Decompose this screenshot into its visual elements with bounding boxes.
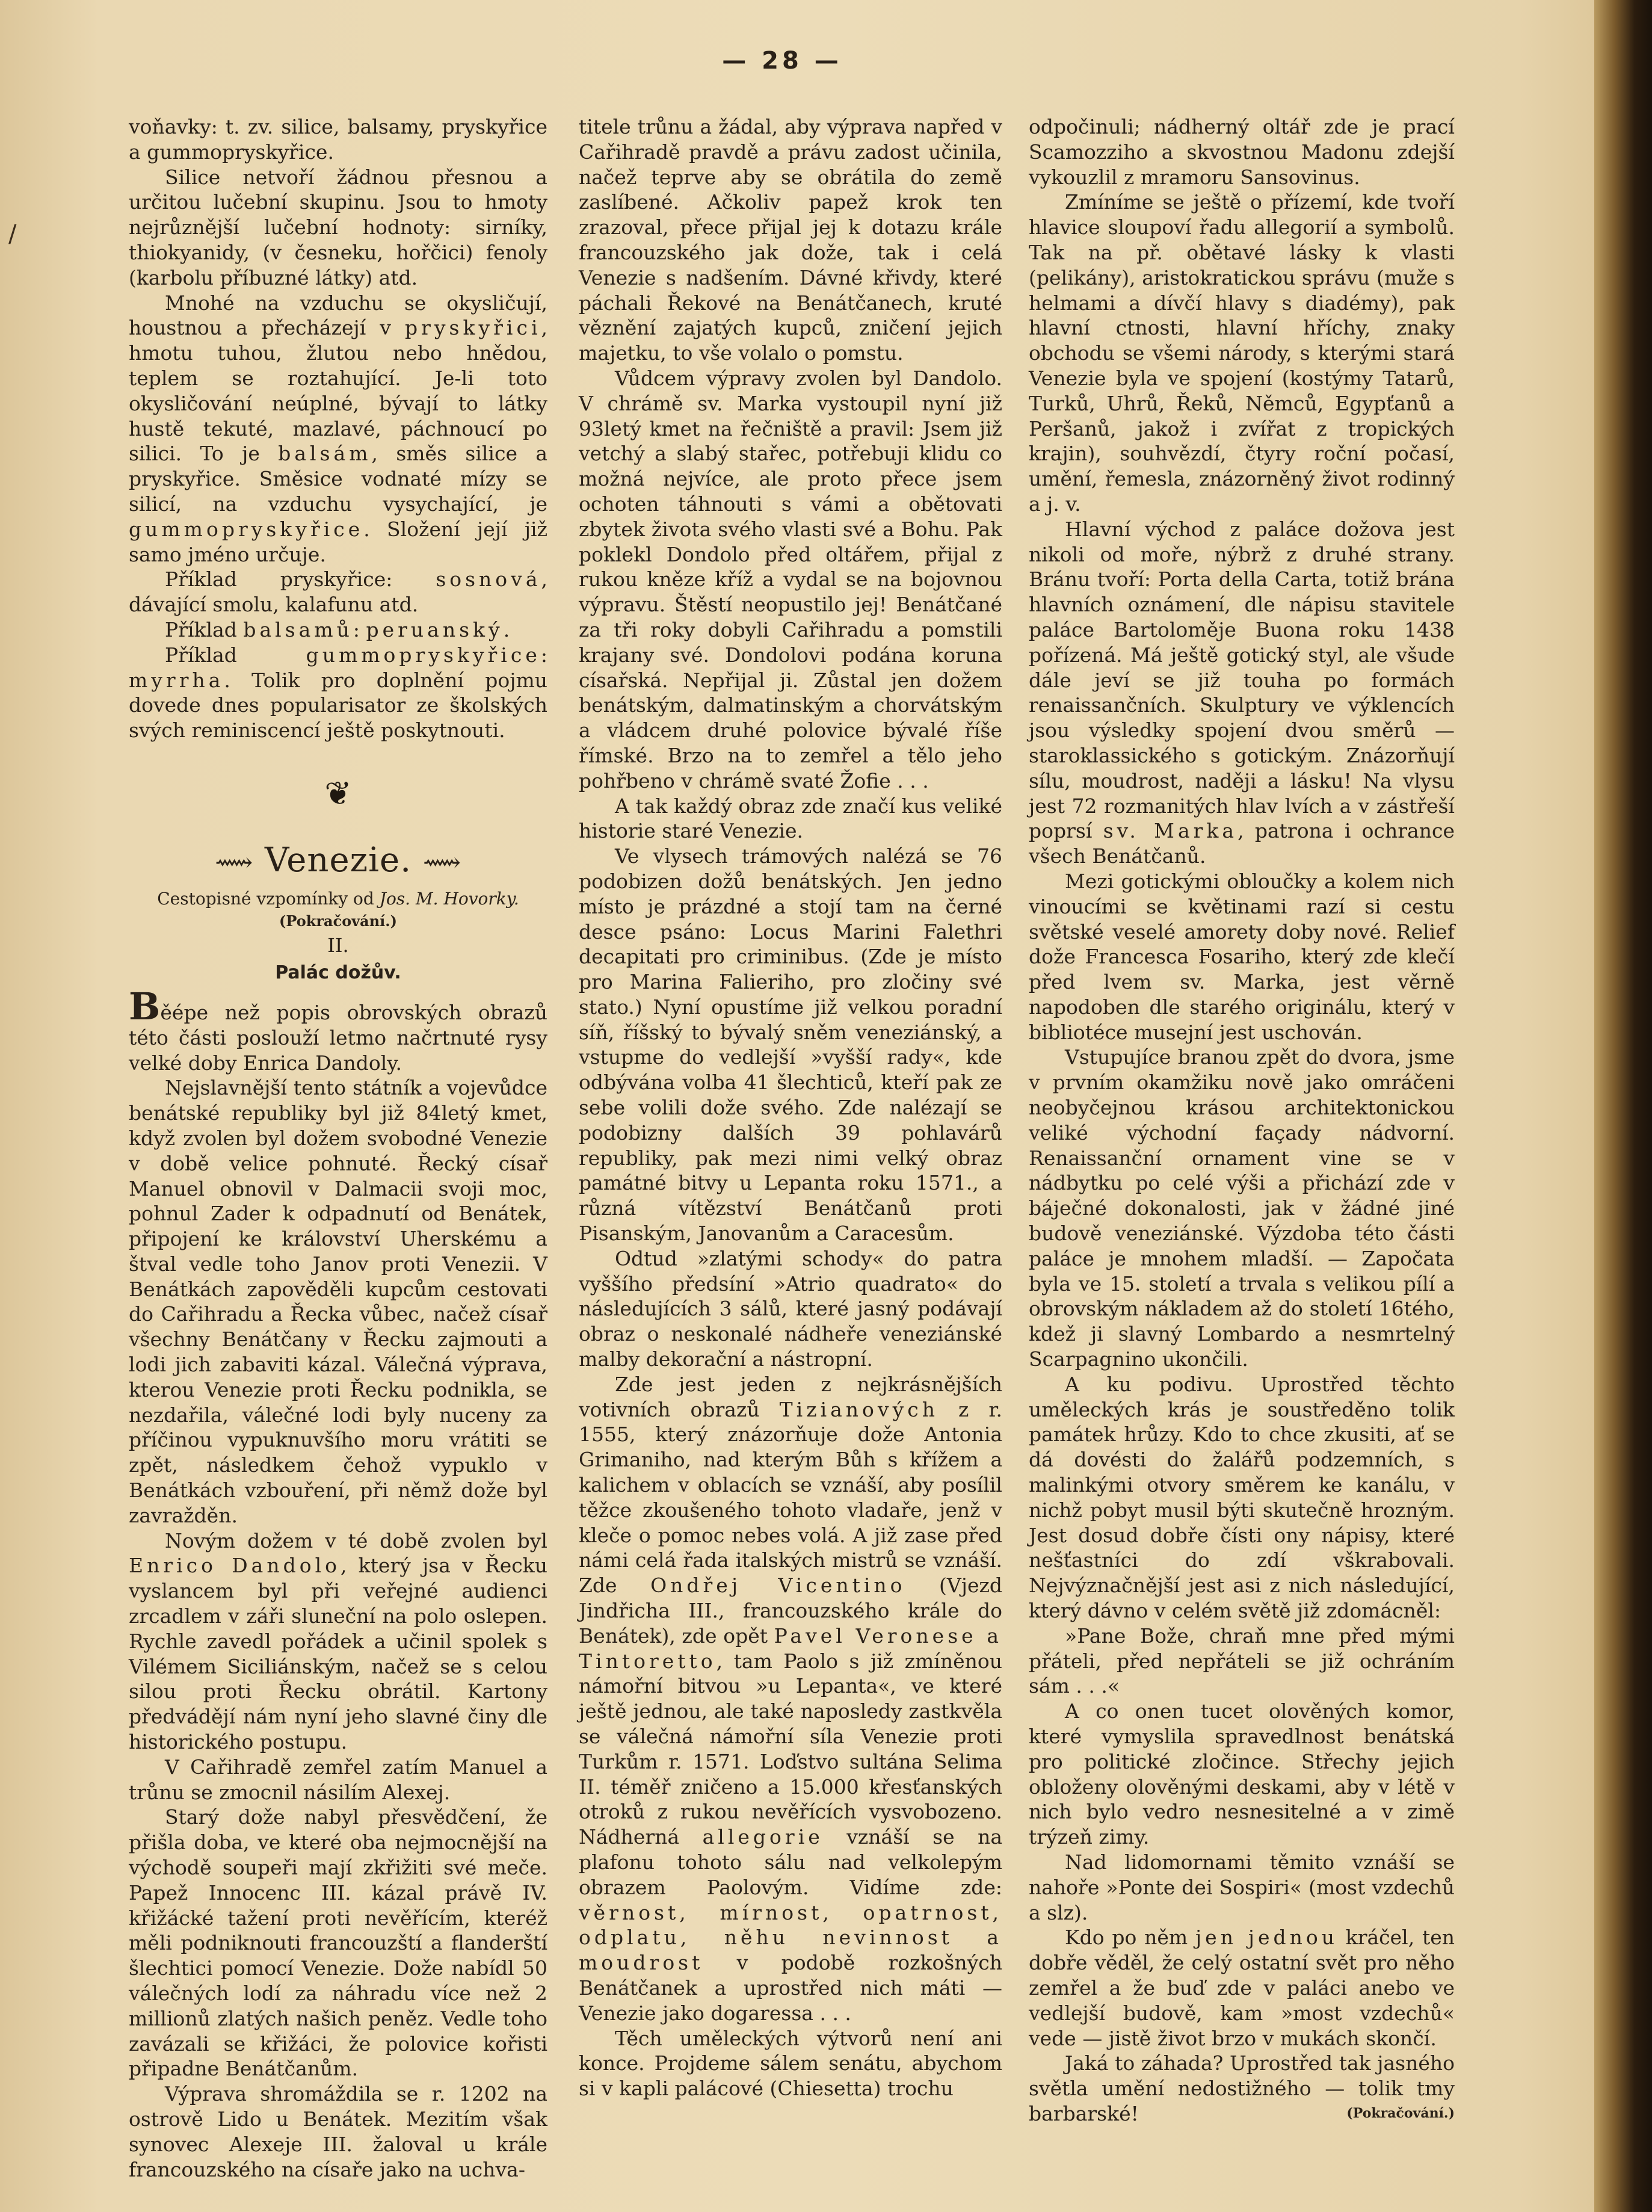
- section-number: II.: [327, 933, 349, 957]
- paragraph: »Pane Bože, chraň mne před mými přáteli, před nepřáteli se již ochráním sám . . .«: [1029, 1623, 1455, 1698]
- paragraph: odpočinuli; nádherný oltář zde je prací Scamozziho a skvostnou Madonu zdejší vykouzlil z mramoru Sansovinus.: [1029, 115, 1455, 189]
- paragraph: A co onen tucet olověných komor, které vymyslila spravedlnost benátská pro politické zločince. Střechy jejich obloženy olověnými deskami, aby v létě v nich bylo vedro nesnesitelné a v zimě trýzeň zimy.: [1029, 1699, 1455, 1849]
- paragraph: Vstupujíce branou zpět do dvora, jsme v prvním okamžiku nově jako omráčeni neobyčejnou krásou architektonickou veliké východní façady nádvorní. Renaissanční ornament vine se v nádbytku po celé výši a přichází zde v báječné dokonalosti, jak v žádné jiné budově veneziánské. Výzdoba této části paláce je mnohem mladší. — Započata byla ve 15. století a trvala s velikou pílí a obrovským nákladem až do století 16tého, kdež ji slavný Lombardo a nesmrtelný Scarpagnino ukončili.: [1029, 1045, 1455, 1371]
- spaced-name: Enrico Dandolo: [129, 1554, 341, 1578]
- paragraph: Vůdcem výpravy zvolen byl Dandolo. V chrámě sv. Marka vystoupil nyní již 93letý kmet na řečniště a pravil: Jsem již vetchý a slabý stařec, potřebuji klidu co možná nejvíce, ale proto přece jsem ochoten táhnouti s vámi a obětovati zbytek života svého vlasti své a Bohu. Pak poklekl Dondolo před oltářem, přijal z rukou kněze kříž a vydal se na bojovnou výpravu. Štěstí neopustilo jej! Benátčané za tři roky dobyli Cařihradu a pomstili krajany své. Dondolovi podána koruna císařská. Nepřijal ji. Zůstal jen dožem benátským, dalmatinským a chorvátským a vládcem druhé polovice bývalé říše římské. Brzo na to zemřel a tělo jeho pohřbeno v chrámě svaté Žofie . . .: [579, 366, 1002, 792]
- article-title: ⟿ Venezie. ⟿: [215, 840, 461, 880]
- spaced-term: gummopryskyřice: [129, 517, 364, 541]
- spaced-name: Tizianových: [779, 1397, 938, 1421]
- paragraph: Příklad balsamů: peruanský.: [165, 617, 510, 641]
- spaced-term: věrnost, mírnost, opatrnost, odplatu, něhu nevinnost a moudrost: [579, 1900, 1002, 1975]
- spaced-name: Pavel Veronese a Tintoretto: [579, 1623, 1003, 1673]
- paragraph: Zde jest jeden z nejkrásnějších votivních obrazů Tizianových z r. 1555, který znázorňuje dože Antonia Grimaniho, nad kterým Bůh s křížem a kalichem v oblacích se vznáší, aby posílil těžce zkoušeného tohoto vladaře, jenž v kleče o pomoc nebes volá. A již zase před námi celá řada italských mistrů se vznáší. Zde Ondřej Vicentino (Vjezd Jindřicha III., francouzského krále do Benátek), zde opět Pavel Veronese a Tintoretto, tam Paolo s již zmíněnou námořní bitvou »u Lepanta«, ve které ještě jednou, ale také naposledy zastkvěla se válečná námořní síla Venezie proti Turkům r. 1571. Loďstvo sultána Selima II. téměř zničeno a 15.000 křesťanských otroků z rukou nevěřících vysvobozeno. Nádherná allegorie vznáší se na plafonu tohoto sálu nad velkolepým obrazem Paolovým. Vidíme zde: věrnost, mírnost, opatrnost, odplatu, něhu nevinnost a moudrost v podobě rozkošných Benátčanek a uprostřed nich máti — Venezie jako dogaressa . . .: [579, 1372, 1003, 2025]
- spaced-term: allegorie: [702, 1825, 824, 1849]
- margin-mark: /: [8, 220, 17, 248]
- section-heading: Palác dožův.: [275, 962, 401, 983]
- paragraph: Odtud »zlatými schody« do patra vyššího předsíní »Atrio quadrato« do následujících 3 sálů, které jasný podávají obraz o neskonalé nádheře veneziánské malby dekorační a nástropní.: [579, 1246, 1002, 1371]
- swash-left-icon: ⟿: [215, 847, 254, 878]
- paragraph: Mezi gotickými obloučky a kolem nich vinoucími se květinami razí si cestu světské veselé amorety doby nové. Relief dože Francesca Fosariho, který zde klečí před lvem sv. Marka, jest věrně napodoben dle starého originálu, který v bibliotéce musejní jest uschován.: [1029, 869, 1455, 1044]
- paragraph: Ve vlysech trámových nalézá se 76 podobizen dožů benátských. Jen jedno místo je prázdné a stojí tam na černé desce psáno: Locus Marini Falethri decapitati pro criminibus. (Zde je místo pro Marina Falieriho, pro zločiny své stato.) Nyní opustíme již velkou poradní síň, říšský to bývalý sněm veneziánský, a vstupme do vedlejší »vyšší rady«, kde odbývána volba 41 šlechticů, kteří pak ze sebe volili dože svého. Zde nalézají se podobizny dalších 39 pohlavárů republiky, pak mezi nimi velký obraz památné bitvy u Lepanta roku 1571., a různá vítězství Benátčanů proti Pisanským, Janovanům a Caracesům.: [579, 844, 1002, 1246]
- continued-label: (Pokračování.): [1346, 2105, 1455, 2121]
- binding-gutter: [1594, 0, 1652, 2212]
- column-3: [1029, 114, 1455, 2127]
- spaced-term: pryskyřici: [405, 316, 541, 340]
- drop-cap: B: [129, 984, 161, 1028]
- paragraph: Hlavní východ z paláce dožova jest nikoli od moře, nýbrž z druhé strany. Bránu tvoří: Porta della Carta, totiž brána hlavních oznámení, dle nápisu stavitele paláce Bartoloměje Buona roku 1438 pořízená. Má ještě gotický styl, ale všude dále jeví se již touha po formách renaissančních. Skulptury ve výklencích jsou výsledky spojení dvou směrů — staroklassického s gotickým. Znázorňují sílu, moudrost, naději a lásku! Na vlysu jest 72 rozmanitých hlav lvích a v zástřeší poprsí sv. Marka, patrona i ochrance všech Benátčanů.: [1029, 517, 1455, 868]
- paragraph: Příklad pryskyřice: sosnová, dávající smolu, kalafunu atd.: [129, 567, 547, 617]
- paragraph: Mnohé na vzduchu se okysličují, houstnou a přecházejí v pryskyřici, hmotu tuhou, žlutou nebo hnědou, teplem se roztahující. Je-li toto okysličování neúplné, bývají to látky hustě tekuté, mazlavé, páchnoucí po silici. To je balsám, směs silice a pryskyřice. Směsice vodnaté mízy se silicí, na vzduchu vysychající, je gummopryskyřice. Složení její již samo jméno určuje.: [129, 291, 547, 566]
- spaced-term: balsamů: [243, 617, 353, 641]
- paragraph: Novým dožem v té době zvolen byl Enrico Dandolo, který jsa v Řecku vyslancem byl při veřejné audienci zrcadlem v záři sluneční na polo oslepen. Rychle zavedl pořádek a učinil spolek s Vilémem Siciliánským, načež se s celou silou proti Řecku obrátil. Kartony předvádějí nám nyní jeho slavné činy dle historického postupu.: [129, 1528, 547, 1754]
- paragraph: Výprava shromáždila se r. 1202 na ostrově Lido u Benátek. Mezitím však synovec Alexeje III. žaloval u krále francouzského na císaře jako na uchva-: [129, 2082, 547, 2181]
- author-name: Jos. M. Hovorky.: [379, 888, 519, 909]
- column-1: [129, 114, 547, 2182]
- spaced-term: sosnová: [436, 567, 541, 592]
- paragraph: Kdo po něm jen jednou kráčel, ten dobře věděl, že celý ostatní svět pro něho zemřel a že buď zde v paláci anebo ve vedlejší budově, kam »most vzdechů« vede — jistě život brzo v mukách skončí.: [1029, 1926, 1455, 2050]
- continued-label: (Pokračování.): [279, 912, 397, 930]
- paragraph: A ku podivu. Uprostřed těchto uměleckých krás je soustředěno tolik památek hrůzy. Kdo to chce zkusiti, ať se dá dovésti do žalářů podzemních, s malinkými otvory směrem ke kanálu, v nichž pobyt musil býti skutečně hrozným. Jest dosud dobře čísti ony nápisy, které nešťastníci do zdí vškrabovali. Nejvýznačnější jest asi z nich následující, který dávno v celém světě již zdomácněl:: [1029, 1372, 1455, 1623]
- paragraph: A tak každý obraz zde značí kus veliké historie staré Venezie.: [579, 794, 1002, 843]
- paragraph: Příklad gummopryskyřice: myrrha. Tolik pro doplnění pojmu dovede dnes popularisator ze školských svých reminiscencí ještě poskytnouti.: [129, 643, 547, 743]
- spaced-term: balsám: [278, 442, 372, 466]
- spaced-name: Ondřej Vicentino: [650, 1574, 906, 1598]
- paragraph: Těch uměleckých výtvorů není ani konce. Projdeme sálem senátu, abychom si v kapli palácové (Chiesetta) trochu: [579, 2026, 1002, 2101]
- paragraph: Běépe než popis obrovských obrazů této části poslouží letmo načrtnuté rysy velké doby Enrica Dandoly.: [129, 984, 547, 1075]
- page-number: — 28 —: [722, 47, 842, 75]
- paragraph: Jaká to záhada? Uprostřed tak jasného světla umění nedostižného — tolik tmy barbarské! (Pokračování.): [1029, 2051, 1455, 2125]
- spaced-name: sv. Marka: [1103, 819, 1238, 843]
- ornament-icon: ❦: [324, 774, 352, 812]
- column-2: [579, 114, 1002, 2101]
- spaced-term: myrrha: [129, 668, 224, 692]
- paragraph: voňavky: t. zv. silice, balsamy, pryskyřice a gummopryskyřice.: [129, 115, 547, 164]
- paragraph: Nejslavnější tento státník a vojevůdce benátské republiky byl již 84letý kmet, když zvolen byl dožem svobodné Venezie v době velice pohnuté. Řecký císař Manuel obnovil v Dalmacii svoji moc, pohnul Zader k odpadnutí od Benátek, připojení ke království Uherskému a štval vedle toho Janov proti Venezii. V Benátkách zapověděli kupcům cestovati do Cařihradu a Řecka vůbec, načež císař všechny Benátčany v Řecku zajmouti a lodi jich zabaviti kázal. Válečná výprava, kterou Venezie proti Řecku podnikla, se nezdařila, válečné lodi byly nuceny za příčinou vypuknuvšího moru vrátiti se zpět, následkem čehož vypuklo v Benátkách vzbouření, při němž dože byl zavražděn.: [129, 1076, 547, 1527]
- paragraph: Nad lidomornami těmito vznáší se nahoře »Ponte dei Sospiri« (most vzdechů a slz).: [1029, 1850, 1455, 1924]
- paragraph: titele trůnu a žádal, aby výprava napřed v Cařihradě pravdě a právu zadost učinila, načež teprve aby se obrátila do země zaslíbené. Ačkoliv papež krok ten zrazoval, přece přijal jej k dotazu krále francouzského jak dože, tak i celá Venezie s nadšením. Dávné křivdy, které páchali Řekové na Benátčanech, kruté věznění zajatých kupců, zničení jejich majetku, to vše volalo o pomstu.: [579, 115, 1002, 365]
- article-subtitle: Cestopisné vzpomínky od Jos. M. Hovorky.: [157, 888, 519, 909]
- paragraph: Silice netvoří žádnou přesnou a určitou lučební skupinu. Jsou to hmoty nejrůznější lučební hodnoty: sirníky, thiokyanidy, (v česneku, hořčici) fenoly (karbolu příbuzné látky) atd.: [129, 165, 547, 289]
- paragraph: Zmíníme se ještě o přízemí, kde tvoří hlavice sloupoví řadu allegorií a symbolů. Tak na př. obětavé lásky k vlasti (pelikány), aristokratickou správu (muže s helmami a dívčí hlavy s diadémy), pak hlavní ctnosti, hlavní hříchy, znaky obchodu se všemi národy, s kterými stará Venezie byla ve spojení (kostýmy Tatarů, Turků, Uhrů, Řeků, Němců, Egypťanů a Peršanů, jakož i zvířat z tropických krajin), souhvězdí, čtyry roční počasí, umění, řemesla, znázorněný život rodinný a j. v.: [1029, 190, 1455, 516]
- spaced-term: peruanský: [366, 617, 504, 641]
- spaced-term: jen jednou: [1195, 1926, 1338, 1950]
- spaced-term: gummopryskyřice: [306, 643, 541, 667]
- paragraph: Starý dože nabyl přesvědčení, že přišla doba, ve které oba nejmocnější na východě soupeři mají zkřižiti své meče. Papež Innocenc III. kázal právě IV. křižácké tažení proti nevěřícím, kteréž měli podniknouti francouzští a flanderští šlechtici pomocí Venezie. Dože nabídl 50 válečných lodí za náhradu více než 2 millionů zlatých našich peněz. Vedle toho zavázali se křižáci, že polovice kořisti připadne Benátčanům.: [129, 1805, 547, 2081]
- paragraph: V Cařihradě zemřel zatím Manuel a trůnu se zmocnil násilím Alexej.: [129, 1755, 547, 1804]
- swash-right-icon: ⟿: [422, 847, 461, 878]
